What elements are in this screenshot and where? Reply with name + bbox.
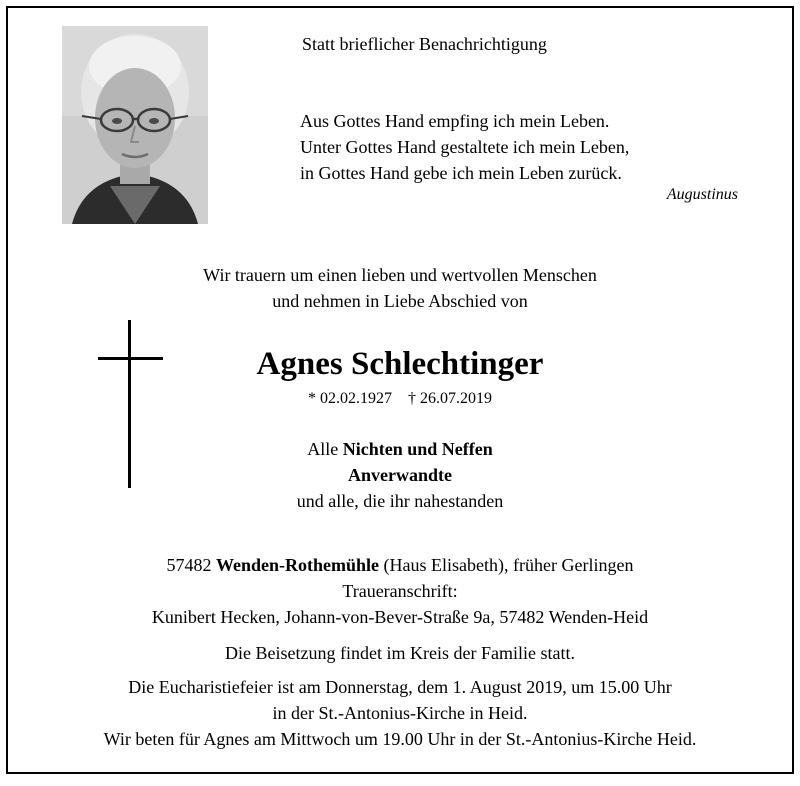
mourners-others: und alle, die ihr nahestanden xyxy=(296,491,504,511)
birth-date: * 02.02.1927 xyxy=(308,390,392,407)
mourners-prefix: Alle xyxy=(307,439,343,459)
life-dates xyxy=(8,390,792,408)
residence-line xyxy=(8,552,792,578)
mourning-line: und nehmen in Liebe Abschied von xyxy=(272,291,528,311)
poem-line: in Gottes Hand gebe ich mein Leben zurück. xyxy=(300,163,622,183)
address-block xyxy=(8,552,792,630)
mourning-address-label: Traueranschrift: xyxy=(342,581,458,601)
poem-author: Augustinus xyxy=(666,186,738,203)
mourners-line xyxy=(8,436,792,462)
portrait-photo xyxy=(62,26,208,224)
portrait-image xyxy=(62,26,208,224)
mourners-nieces-nephews: Nichten und Neffen xyxy=(342,439,493,459)
mourning-line: Wir trauern um einen lieben und wertvollen Menschen xyxy=(203,265,597,285)
poem xyxy=(300,108,629,186)
mass-location: in der St.-Antonius-Kirche in Heid. xyxy=(272,703,528,723)
residence-town: Wenden-Rothemühle xyxy=(216,555,380,575)
obituary-notice xyxy=(6,6,794,774)
poem-line: Unter Gottes Hand gestaltete ich mein Leben, xyxy=(300,137,630,157)
postal-code: 57482 xyxy=(166,555,212,575)
residence-suffix: (Haus Elisabeth), früher Gerlingen xyxy=(379,555,634,575)
mourners-relatives: Anverwandte xyxy=(348,465,452,485)
poem-line: Aus Gottes Hand empfing ich mein Leben. xyxy=(300,111,610,131)
notice-intro: Statt brieflicher Benachrichtigung xyxy=(302,34,547,54)
mourning-text xyxy=(8,262,792,314)
mourning-address: Kunibert Hecken, Johann-von-Bever-Straße 9a, 57482 Wenden-Heid xyxy=(151,607,649,627)
burial-info: Die Beisetzung findet im Kreis der Familie statt. xyxy=(225,643,575,663)
deceased-name: Agnes Schlechtinger xyxy=(256,346,544,382)
service-info xyxy=(8,640,792,752)
death-date: † 26.07.2019 xyxy=(408,390,492,407)
prayer-info: Wir beten für Agnes am Mittwoch um 19.00 Uhr in der St.-Antonius-Kirche Heid. xyxy=(103,729,697,749)
mourners xyxy=(8,436,792,514)
mass-info: Die Eucharistiefeier ist am Donnerstag, dem 1. August 2019, um 15.00 Uhr xyxy=(128,677,672,697)
